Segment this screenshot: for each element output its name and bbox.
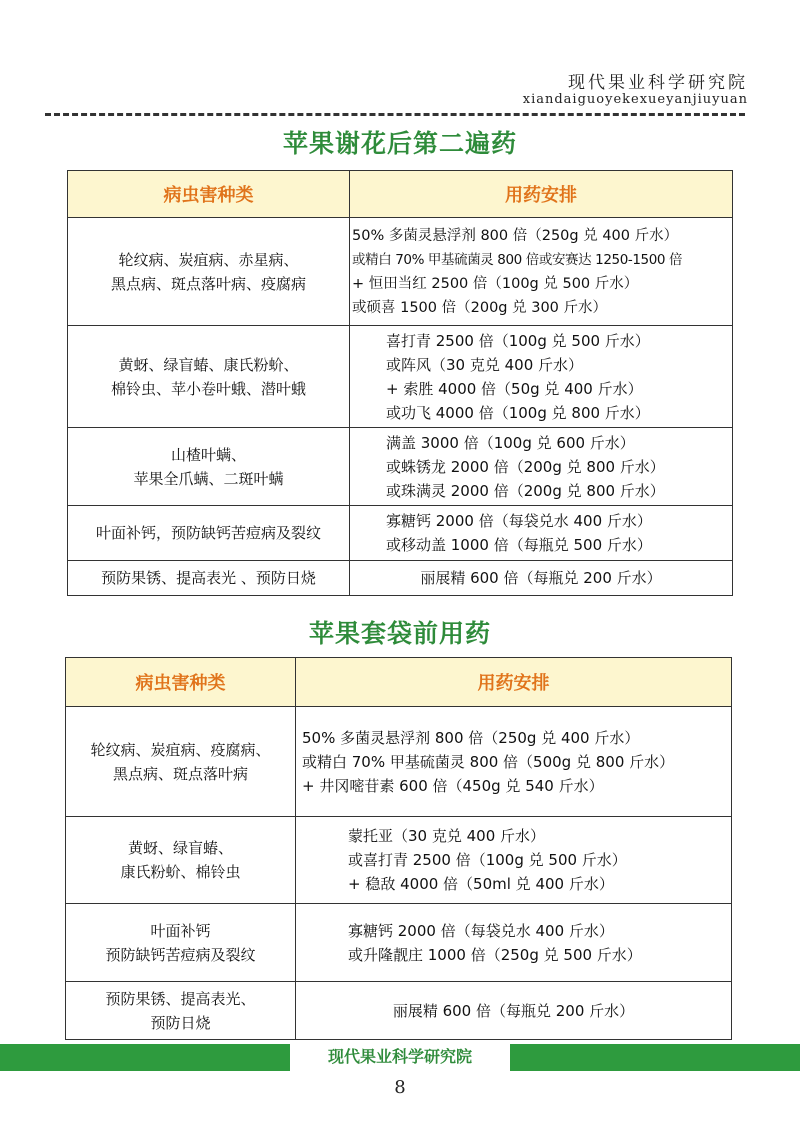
plan-line: 蒙托亚（30 克兑 400 斤水） <box>348 827 546 845</box>
pest-line: 叶面补钙，预防缺钙苦痘病及裂纹 <box>95 524 321 542</box>
plan-line: 丽展精 600 倍（每瓶兑 200 斤水） <box>392 1001 635 1020</box>
pest-line: 黑点病、斑点落叶病、疫腐病 <box>110 274 306 293</box>
table-row <box>68 506 733 561</box>
table-row <box>68 326 733 428</box>
plan-line: 或精白 70% 甲基硫菌灵 800 倍（500g 兑 800 斤水） <box>302 752 675 771</box>
table-row <box>66 904 732 982</box>
section1-col-pest: 病虫害种类 <box>68 171 350 218</box>
plan-line: 或功飞 4000 倍（100g 兑 800 斤水） <box>386 403 650 422</box>
section2-col-plan: 用药安排 <box>296 658 732 707</box>
plan-line: 或喜打青 2500 倍（100g 兑 500 斤水） <box>348 851 627 869</box>
section2-table <box>65 657 732 1040</box>
plan-cell <box>350 506 733 561</box>
plan-cell <box>350 326 733 428</box>
plan-line: 50% 多菌灵悬浮剂 800 倍（250g 兑 400 斤水） <box>352 227 679 244</box>
table-row <box>68 428 733 506</box>
pest-cell <box>66 904 296 982</box>
plan-line: + 井冈嘧苷素 600 倍（450g 兑 540 斤水） <box>302 776 604 795</box>
plan-line: 或精白 70% 甲基硫菌灵 800 倍或安赛达 1250-1500 倍 <box>352 251 683 268</box>
plan-line: 或升隆靓庄 1000 倍（250g 兑 500 斤水） <box>348 945 642 964</box>
plan-line: + 稳敌 4000 倍（50ml 兑 400 斤水） <box>348 875 614 893</box>
plan-line: 寡糖钙 2000 倍（每袋兑水 400 斤水） <box>348 921 614 940</box>
plan-cell <box>296 817 732 904</box>
section1-col-plan: 用药安排 <box>350 171 733 218</box>
plan-line: 或硕喜 1500 倍（200g 兑 300 斤水） <box>352 299 608 316</box>
pest-cell <box>68 326 350 428</box>
pest-cell <box>68 561 350 596</box>
pest-line: 轮纹病、炭疽病、疫腐病、 <box>90 740 271 759</box>
pest-line: 轮纹病、炭疽病、赤星病、 <box>118 250 299 269</box>
pest-line: 黑点病、斑点落叶病 <box>112 764 248 783</box>
pest-cell <box>66 982 296 1040</box>
plan-line: 寡糖钙 2000 倍（每袋兑水 400 斤水） <box>386 512 652 530</box>
pest-cell <box>68 506 350 561</box>
pest-line: 康氏粉蚧、棉铃虫 <box>120 863 241 881</box>
plan-cell <box>350 428 733 506</box>
section2-title: 苹果套袋前用药 <box>308 619 491 648</box>
table-row <box>68 218 733 326</box>
section1-title: 苹果谢花后第二遍药 <box>282 129 517 158</box>
pest-line: 预防缺钙苦痘病及裂纹 <box>105 945 256 964</box>
page-header <box>0 0 800 120</box>
pest-line: 预防果锈、提高表光、 <box>105 989 256 1008</box>
plan-cell <box>296 982 732 1040</box>
plan-cell <box>350 561 733 596</box>
pest-line: 叶面补钙 <box>150 921 211 940</box>
table-row <box>66 982 732 1040</box>
pest-line: 山楂叶螨、 <box>170 445 246 464</box>
plan-cell <box>350 218 733 326</box>
pest-line: 预防日烧 <box>150 1013 211 1032</box>
header-divider <box>45 113 745 116</box>
table-row <box>66 707 732 817</box>
pest-cell <box>66 707 296 817</box>
footer-label: 现代果业科学研究院 <box>290 1043 510 1071</box>
pest-line: 预防果锈、提高表光 、预防日烧 <box>101 569 316 587</box>
plan-line: + 恒田当红 2500 倍（100g 兑 500 斤水） <box>352 275 639 292</box>
page-number: 8 <box>394 1077 406 1098</box>
section2-col-pest: 病虫害种类 <box>66 658 296 707</box>
plan-line: 丽展精 600 倍（每瓶兑 200 斤水） <box>420 569 662 587</box>
plan-line: 或蛛锈龙 2000 倍（200g 兑 800 斤水） <box>386 457 665 476</box>
pest-cell <box>68 428 350 506</box>
pest-line: 苹果全爪螨、二斑叶螨 <box>133 469 284 488</box>
plan-line: 或移动盖 1000 倍（每瓶兑 500 斤水） <box>386 536 652 554</box>
pest-line: 棉铃虫、苹小卷叶蛾、潜叶蛾 <box>110 379 306 398</box>
plan-line: 喜打青 2500 倍（100g 兑 500 斤水） <box>386 331 650 350</box>
plan-cell <box>296 707 732 817</box>
plan-line: 或阵风（30 克兑 400 斤水） <box>386 355 584 374</box>
pest-cell <box>66 817 296 904</box>
pest-cell <box>68 218 350 326</box>
pest-line: 黄蚜、绿盲蝽、 <box>127 839 233 857</box>
section1-table <box>67 170 733 596</box>
plan-line: 满盖 3000 倍（100g 兑 600 斤水） <box>386 433 635 452</box>
table-row <box>68 561 733 596</box>
plan-cell <box>296 904 732 982</box>
plan-line: 或珠满灵 2000 倍（200g 兑 800 斤水） <box>386 481 665 500</box>
pest-line: 黄蚜、绿盲蝽、康氏粉蚧、 <box>118 355 299 374</box>
table-row <box>66 817 732 904</box>
header-title-cn: 现代果业科学研究院 <box>568 73 748 93</box>
plan-line: 50% 多菌灵悬浮剂 800 倍（250g 兑 400 斤水） <box>302 728 640 747</box>
header-title-pinyin: xiandaiguoyekexueyanjiuyuan <box>522 92 748 107</box>
plan-line: + 索胜 4000 倍（50g 兑 400 斤水） <box>386 379 643 398</box>
